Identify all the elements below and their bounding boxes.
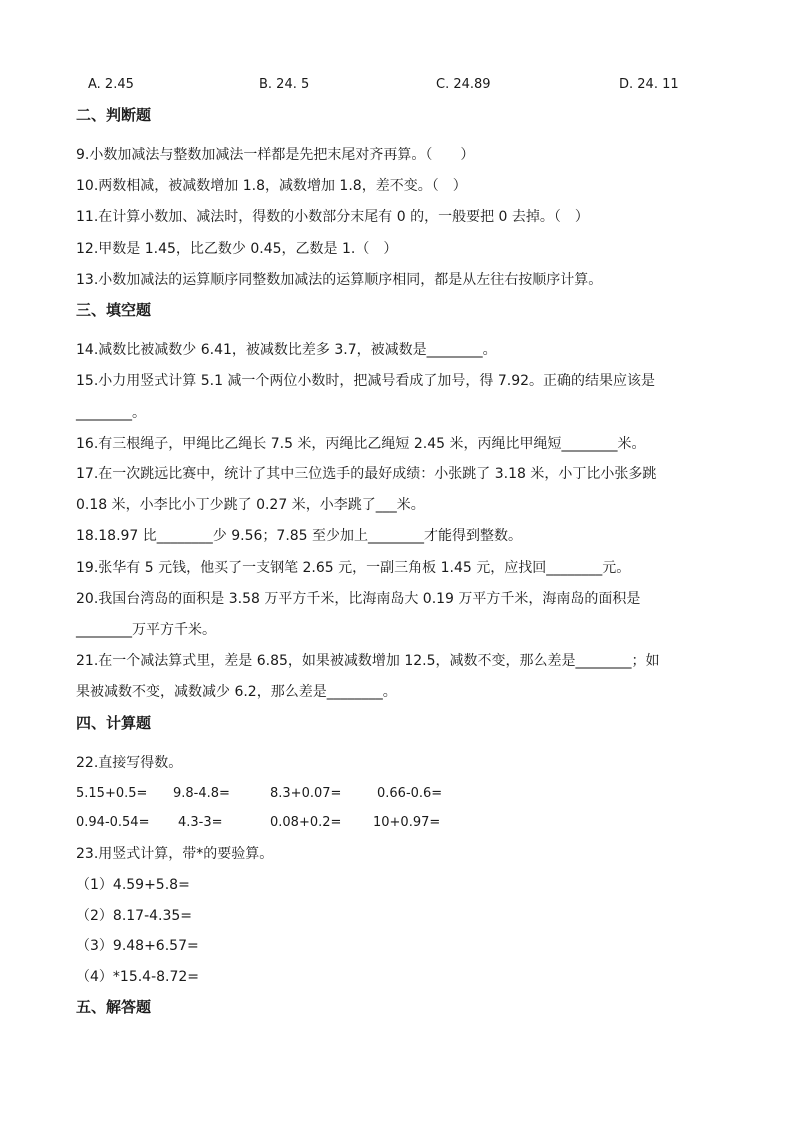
calc-item: 9.8-4.8= — [173, 786, 230, 801]
question-17-line2: 0.18 米，小李比小丁少跳了 0.27 米，小李跳了___米。 — [76, 497, 425, 513]
question-23-part-3: （3）9.48+6.57= — [76, 938, 199, 954]
calc-item: 4.3-3= — [178, 815, 223, 830]
question-22: 22.直接写得数。 — [76, 755, 183, 771]
option-a: A. 2.45 — [88, 77, 134, 92]
question-9: 9.小数加减法与整数加减法一样都是先把末尾对齐再算。（ ） — [76, 147, 475, 163]
question-21-line2: 果被减数不变，减数减少 6.2，那么差是________。 — [76, 684, 397, 700]
option-b: B. 24. 5 — [259, 77, 310, 92]
option-c: C. 24.89 — [436, 77, 491, 92]
calc-item: 5.15+0.5= — [76, 786, 148, 801]
question-23: 23.用竖式计算，带*的要验算。 — [76, 846, 274, 862]
question-13: 13.小数加减法的运算顺序同整数加减法的运算顺序相同，都是从左往右按顺序计算。 — [76, 272, 603, 288]
question-23-part-2: （2）8.17-4.35= — [76, 908, 193, 924]
section-heading-calculation: 四、计算题 — [76, 714, 152, 732]
question-12: 12.甲数是 1.45，比乙数少 0.45，乙数是 1.（ ） — [76, 241, 398, 257]
question-20-line2: ________万平方千米。 — [76, 622, 216, 638]
question-15-line1: 15.小力用竖式计算 5.1 减一个两位小数时，把减号看成了加号，得 7.92。正确的结果应该是 — [76, 373, 656, 389]
section-heading-fill-blank: 三、填空题 — [76, 301, 152, 319]
calc-item: 8.3+0.07= — [270, 786, 342, 801]
section-heading-solution: 五、解答题 — [76, 998, 152, 1016]
question-14: 14.减数比被减数少 6.41，被减数比差多 3.7，被减数是________。 — [76, 342, 497, 358]
question-11: 11.在计算小数加、减法时，得数的小数部分末尾有 0 的，一般要把 0 去掉。（ ） — [76, 209, 589, 225]
question-23-part-4: （4）*15.4-8.72= — [76, 969, 200, 985]
section-heading-judgment: 二、判断题 — [76, 106, 152, 124]
question-15-line2: ________。 — [76, 405, 146, 421]
question-21-line1: 21.在一个减法算式里，差是 6.85，如果被减数增加 12.5，减数不变，那么差是________；如 — [76, 653, 660, 669]
option-d: D. 24. 11 — [619, 77, 679, 92]
question-18: 18.18.97 比________少 9.56；7.85 至少加上________才能得到整数。 — [76, 528, 523, 544]
calc-item: 0.08+0.2= — [270, 815, 342, 830]
question-20-line1: 20.我国台湾岛的面积是 3.58 万平方千米，比海南岛大 0.19 万平方千米，海南岛的面积是 — [76, 591, 641, 607]
calc-item: 10+0.97= — [373, 815, 441, 830]
question-19: 19.张华有 5 元钱，他买了一支钢笔 2.65 元，一副三角板 1.45 元，应找回________元。 — [76, 560, 631, 576]
calc-item: 0.94-0.54= — [76, 815, 150, 830]
question-10: 10.两数相减，被减数增加 1.8，减数增加 1.8，差不变。（ ） — [76, 178, 467, 194]
calc-item: 0.66-0.6= — [377, 786, 443, 801]
question-17-line1: 17.在一次跳远比赛中，统计了其中三位选手的最好成绩：小张跳了 3.18 米，小丁比小张多跳 — [76, 466, 657, 482]
question-23-part-1: （1）4.59+5.8= — [76, 877, 190, 893]
question-16: 16.有三根绳子，甲绳比乙绳长 7.5 米，丙绳比乙绳短 2.45 米，丙绳比甲绳短________米。 — [76, 436, 646, 452]
